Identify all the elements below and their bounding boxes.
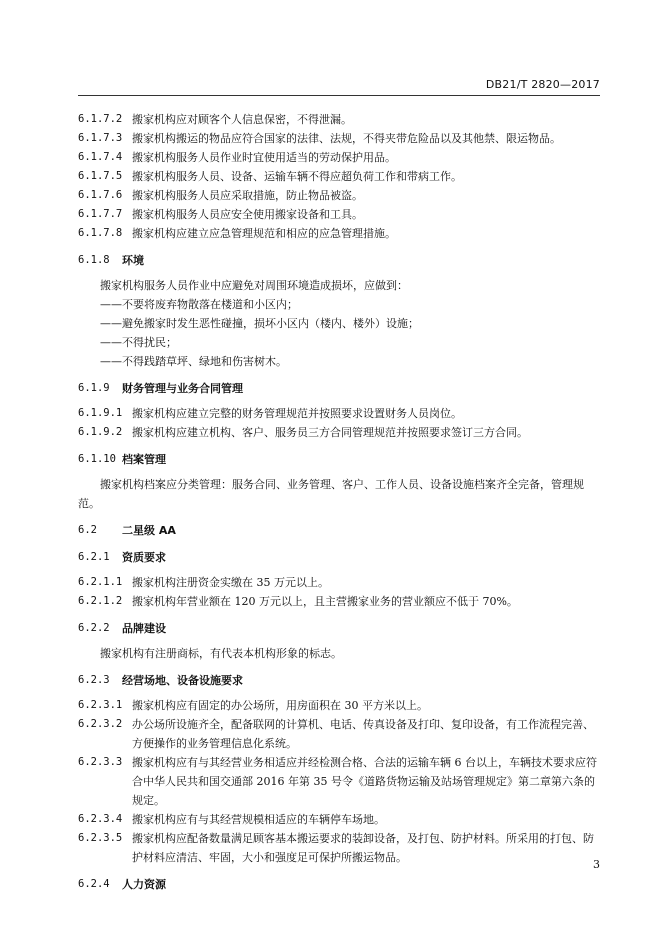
clause-item [78, 753, 600, 810]
clause-item [78, 186, 600, 205]
clause-item [78, 110, 600, 129]
clause-text: 搬家机构搬运的物品应符合国家的法律、法规，不得夹带危险品以及其他禁、限运物品。 [132, 132, 561, 145]
section-6-2-1-items [78, 573, 600, 611]
clause-item [78, 129, 600, 148]
env-list [78, 295, 600, 371]
clause-item [78, 148, 600, 167]
clause-item [78, 715, 600, 753]
clause-number: 6.2.3.2 [78, 718, 123, 730]
clause-number: 6.2.3.1 [78, 699, 123, 711]
document-body [78, 110, 600, 900]
clause-item [78, 167, 600, 186]
clause-text: 搬家机构应配备数量满足顾客基本搬运要求的装卸设备，及打包、防护材料。所采用的打包、防护材料应清洁、牢固，大小和强度足可保护所搬运物品。 [132, 832, 594, 864]
clause-number: 6.1.7.8 [78, 227, 123, 239]
clause-text: 搬家机构服务人员应安全使用搬家设备和工具。 [132, 208, 363, 221]
heading-6-2: 6.2 二星级 AA [78, 524, 176, 537]
clause-text: 搬家机构服务人员作业时宜使用适当的劳动保护用品。 [132, 151, 396, 164]
clause-item [78, 404, 600, 423]
heading-6-2-4: 6.2.4 人力资源 [78, 878, 166, 891]
env-list-item: ——避免搬家时发生恶性碰撞，损坏小区内（楼内、楼外）设施； [100, 317, 419, 330]
clause-text: 搬家机构应对顾客个人信息保密，不得泄漏。 [132, 113, 352, 126]
clause-item [78, 205, 600, 224]
clause-text: 搬家机构应有固定的办公场所，用房面积在 30 平方米以上。 [132, 699, 428, 712]
clause-number: 6.1.7.4 [78, 151, 123, 163]
clause-number: 6.1.9.1 [78, 407, 123, 419]
section-6-1-7-items [78, 110, 600, 243]
page-number: 3 [593, 858, 600, 871]
clause-number: 6.1.7.5 [78, 170, 123, 182]
clause-number: 6.2.3.3 [78, 756, 123, 768]
clause-text: 搬家机构年营业额在 120 万元以上，且主营搬家业务的营业额应不低于 70%。 [132, 595, 518, 608]
clause-item [78, 224, 600, 243]
clause-number: 6.1.7.7 [78, 208, 123, 220]
heading-6-2-1: 6.2.1 资质要求 [78, 551, 166, 564]
clause-text: 搬家机构应有与其经营规模相适应的车辆停车场地。 [132, 813, 385, 826]
clause-number: 6.1.7.2 [78, 113, 123, 125]
clause-text: 办公场所设施齐全，配备联网的计算机、电话、传真设备及打印、复印设备，有工作流程完善、方便操作的业务管理信息化系统。 [132, 718, 594, 750]
env-list-item: ——不要将废弃物散落在楼道和小区内； [100, 298, 298, 311]
clause-text: 搬家机构注册资金实缴在 35 万元以上。 [132, 576, 329, 589]
clause-text: 搬家机构应建立完整的财务管理规范并按照要求设置财务人员岗位。 [132, 407, 462, 420]
clause-number: 6.2.3.4 [78, 813, 123, 825]
heading-6-2-3: 6.2.3 经营场地、设备设施要求 [78, 674, 243, 687]
heading-6-1-10: 6.1.10 档案管理 [78, 453, 166, 466]
heading-6-2-2: 6.2.2 品牌建设 [78, 622, 166, 635]
clause-text: 搬家机构应建立机构、客户、服务员三方合同管理规范并按照要求签订三方合同。 [132, 426, 528, 439]
clause-item [78, 829, 600, 867]
clause-number: 6.2.1.2 [78, 595, 123, 607]
clause-number: 6.2.3.5 [78, 832, 123, 844]
clause-text: 搬家机构应建立应急管理规范和相应的应急管理措施。 [132, 227, 396, 240]
clause-item [78, 573, 600, 592]
clause-text: 搬家机构应有与其经营业务相适应并经检测合格、合法的运输车辆 6 台以上，车辆技术要求应符合中华人民共和国交通部 2016 年第 35 号令《道路货物运输及站场管理规定》第二章第六条的规定。 [132, 756, 597, 807]
clause-text: 搬家机构服务人员、设备、运输车辆不得应超负荷工作和带病工作。 [132, 170, 462, 183]
env-list-item: ——不得扰民； [100, 336, 177, 349]
header-rule [78, 95, 600, 96]
env-intro: 搬家机构服务人员作业中应避免对周围环境造成损坏，应做到： [100, 279, 408, 292]
clause-number: 6.2.1.1 [78, 576, 123, 588]
clause-number: 6.1.7.6 [78, 189, 123, 201]
brand-para: 搬家机构有注册商标，有代表本机构形象的标志。 [100, 647, 342, 660]
section-6-1-9-items [78, 404, 600, 442]
clause-item [78, 423, 600, 442]
clause-number: 6.1.7.3 [78, 132, 123, 144]
heading-6-1-9: 6.1.9 财务管理与业务合同管理 [78, 382, 243, 395]
clause-item [78, 592, 600, 611]
env-list-item: ——不得践踏草坪、绿地和伤害树木。 [100, 355, 287, 368]
standard-code: DB21/T 2820—2017 [485, 78, 600, 91]
section-6-2-3-items [78, 696, 600, 867]
archive-para: 搬家机构档案应分类管理：服务合同、业务管理、客户、工作人员、设备设施档案齐全完备，管理规范。 [78, 478, 584, 510]
clause-item [78, 696, 600, 715]
heading-6-1-8: 6.1.8 环境 [78, 254, 144, 267]
clause-item [78, 810, 600, 829]
clause-number: 6.1.9.2 [78, 426, 123, 438]
clause-text: 搬家机构服务人员应采取措施，防止物品被盗。 [132, 189, 363, 202]
